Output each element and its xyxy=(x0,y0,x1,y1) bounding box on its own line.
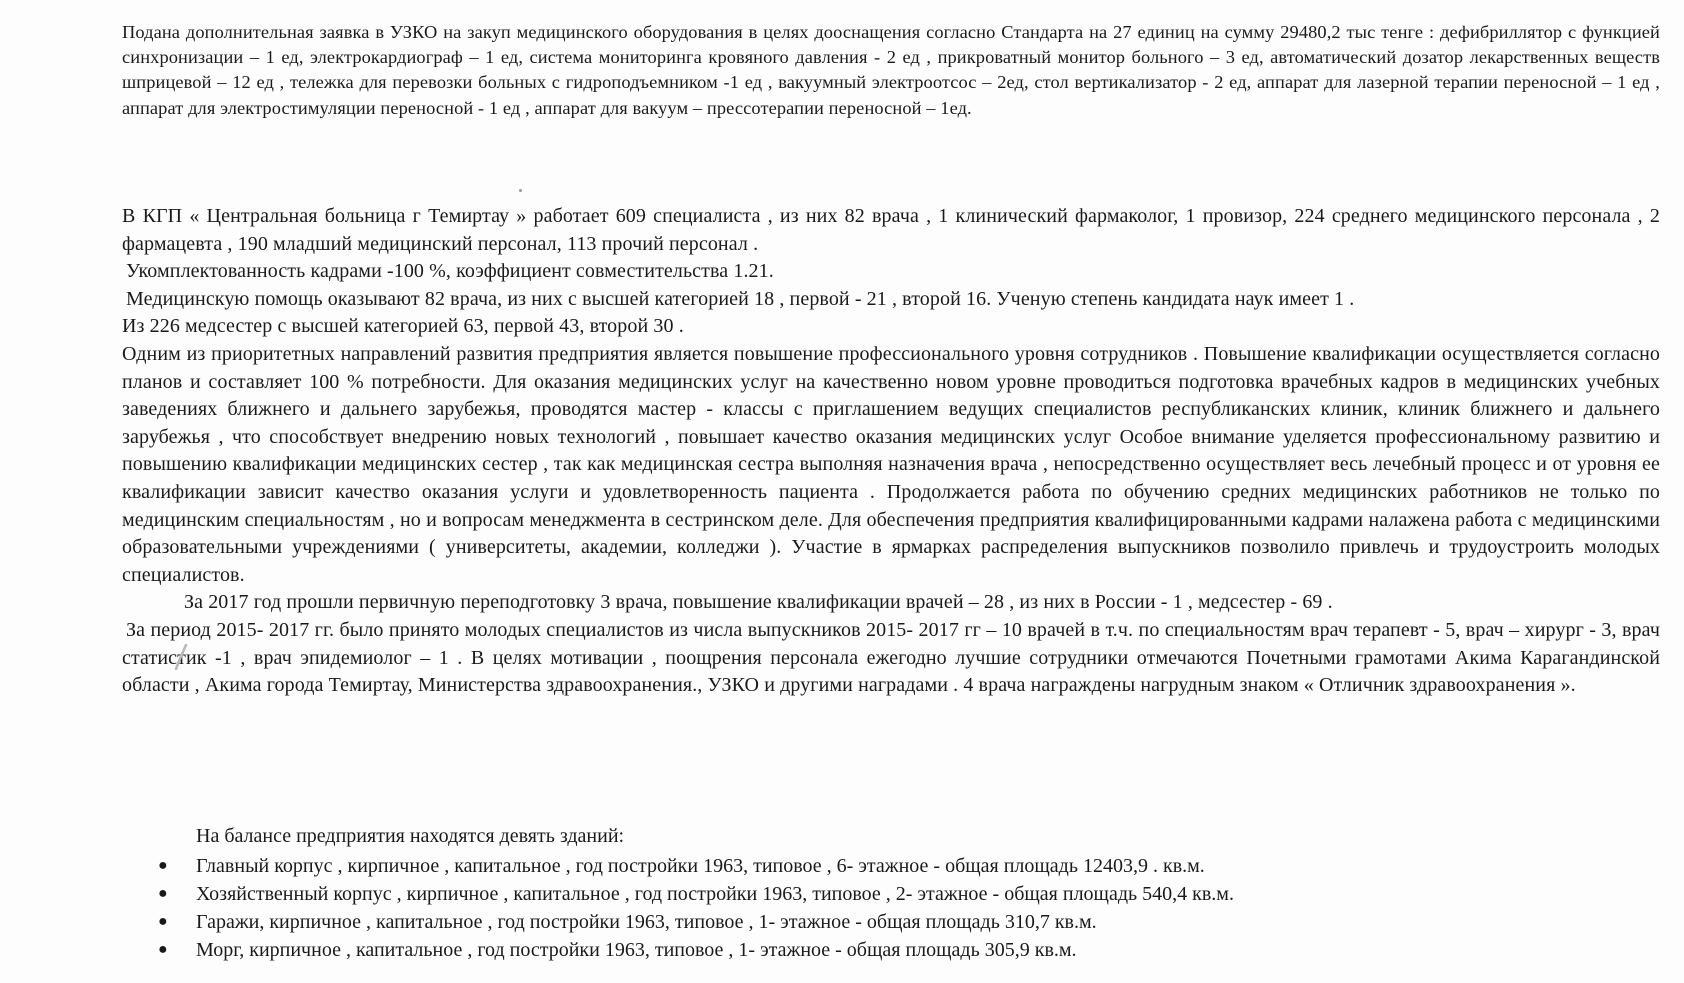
list-item xyxy=(122,908,1660,936)
equipment-request-paragraph xyxy=(122,20,1660,121)
staff-section xyxy=(122,203,1660,700)
equipment-request-text: Подана дополнительная заявка в УЗКО на закуп медицинского оборудования в целях дооснащения согласно Стандарта на 27 единиц на сумму 29480,2 тыс тенге : дефибриллятор с функцией синхронизации – 1 ед, электрокардиограф – 1 ед, система мониторинга кровяного давления - 2 ед , прикроватный монитор больного – 3 ед, автоматический дозатор лекарственных веществ шприцевой – 12 ед , тележка для перевозки больных с гидроподъемником -1 ед , вакуумный электроотсос – 2ед, стол вертикализатор - 2 ед, аппарат для лазерной терапии переносной – 1 ед , аппарат для электростимуляции переносной - 1 ед , аппарат для вакуум – прессотерапии переносной – 1ед. xyxy=(122,22,1660,118)
scan-speck xyxy=(519,189,522,192)
list-item xyxy=(122,880,1660,908)
staff-intro: В КГП « Центральная больница г Темиртау » работает 609 специалиста , из них 82 врача , 1 клинический фармаколог, 1 провизор, 224 среднего медицинского персонала , 2 фармацевта , 190 младший медицинский персонал, 113 прочий персонал . xyxy=(122,205,1660,255)
bullet-icon: ● xyxy=(158,913,168,930)
training-2017: За 2017 год прошли первичную переподготовку 3 врача, повышение квалификации врачей – 28 , из них в России - 1 , медсестер - 69 . xyxy=(184,591,1333,614)
buildings-list xyxy=(122,852,1660,964)
list-item xyxy=(122,852,1660,880)
buildings-section xyxy=(122,822,1660,964)
doctors-categories: Медицинскую помощь оказывают 82 врача, из них с высшей категорией 18 , первой - 21 , второй 16. Ученую степень кандидата наук имеет 1 . xyxy=(126,287,1355,310)
young-specialists: За период 2015- 2017 гг. было принято молодых специалистов из числа выпускников 2015- 2017 гг – 10 врачей в т.ч. по специальностям врач терапевт - 5, врач – хирург - 3, врач статистик -1 , врач эпидемиолог – 1 . В целях мотивации , поощрения персонала ежегодно лучшие сотрудники отмечаются Почетными грамотами Акима Карагандинской области , Акима города Темиртау, Министерства здравоохранения., УЗКО и другими наградами . 4 врача награждены нагрудным знаком « Отличник здравоохранения ». xyxy=(122,618,1660,697)
building-morgue: Морг, кирпичное , капитальное , год постройки 1963, типовое , 1- этажное - общая площадь 305,9 кв.м. xyxy=(196,939,1077,961)
nurses-categories: Из 226 медсестер с высшей категорией 63, первой 43, второй 30 . xyxy=(122,315,684,338)
staff-development: Одним из приоритетных направлений развития предприятия является повышение профессионального уровня сотрудников . Повышение квалификации осуществляется согласно планов и составляет 100 % потребности. Для оказания медицинских услуг на качественно новом уровне проводиться подготовка врачебных кадров в медицинских учебных заведениях ближнего и дальнего зарубежья, проводятся мастер - классы с приглашением ведущих специалистов республиканских клиник, клиник ближнего и дальнего зарубежья , что способствует внедрению новых технологий , повышает качество оказания медицинских услуг Особое внимание уделяется профессиональному развитию и повышению квалификации медицинских сестер , так как медицинская сестра выполняя назначения врача , непосредственно осуществляет весь лечебный процесс и от уровня ее квалификации зависит качество оказания услуги и удовлетворенность пациента . Продолжается работа по обучению средних медицинских работников не только по медицинским специальностям , но и вопросам менеджмента в сестринском деле. Для обеспечения предприятия квалифицированными кадрами налажена работа с медицинскими образовательными учреждениями ( университеты, академии, колледжи ). Участие в ярмарках распределения выпускников позволило привлечь и трудоустроить молодых специалистов. xyxy=(122,342,1660,586)
staffing-level: Укомплектованность кадрами -100 %, коэффициент совместительства 1.21. xyxy=(126,260,774,283)
pen-stroke-mark xyxy=(174,644,188,670)
building-utility: Хозяйственный корпус , кирпичное , капитальное , год постройки 1963, типовое , 2- этажное - общая площадь 540,4 кв.м. xyxy=(196,883,1234,905)
bullet-icon: ● xyxy=(158,857,168,874)
building-main: Главный корпус , кирпичное , капитальное , год постройки 1963, типовое , 6- этажное - общая площадь 12403,9 . кв.м. xyxy=(196,855,1205,877)
bullet-icon: ● xyxy=(158,941,168,958)
bullet-icon: ● xyxy=(158,885,168,902)
list-item xyxy=(122,936,1660,964)
building-garages: Гаражи, кирпичное , капитальное , год постройки 1963, типовое , 1- этажное - общая площадь 310,7 кв.м. xyxy=(196,911,1097,933)
buildings-intro: На балансе предприятия находятся девять зданий: xyxy=(196,825,625,847)
